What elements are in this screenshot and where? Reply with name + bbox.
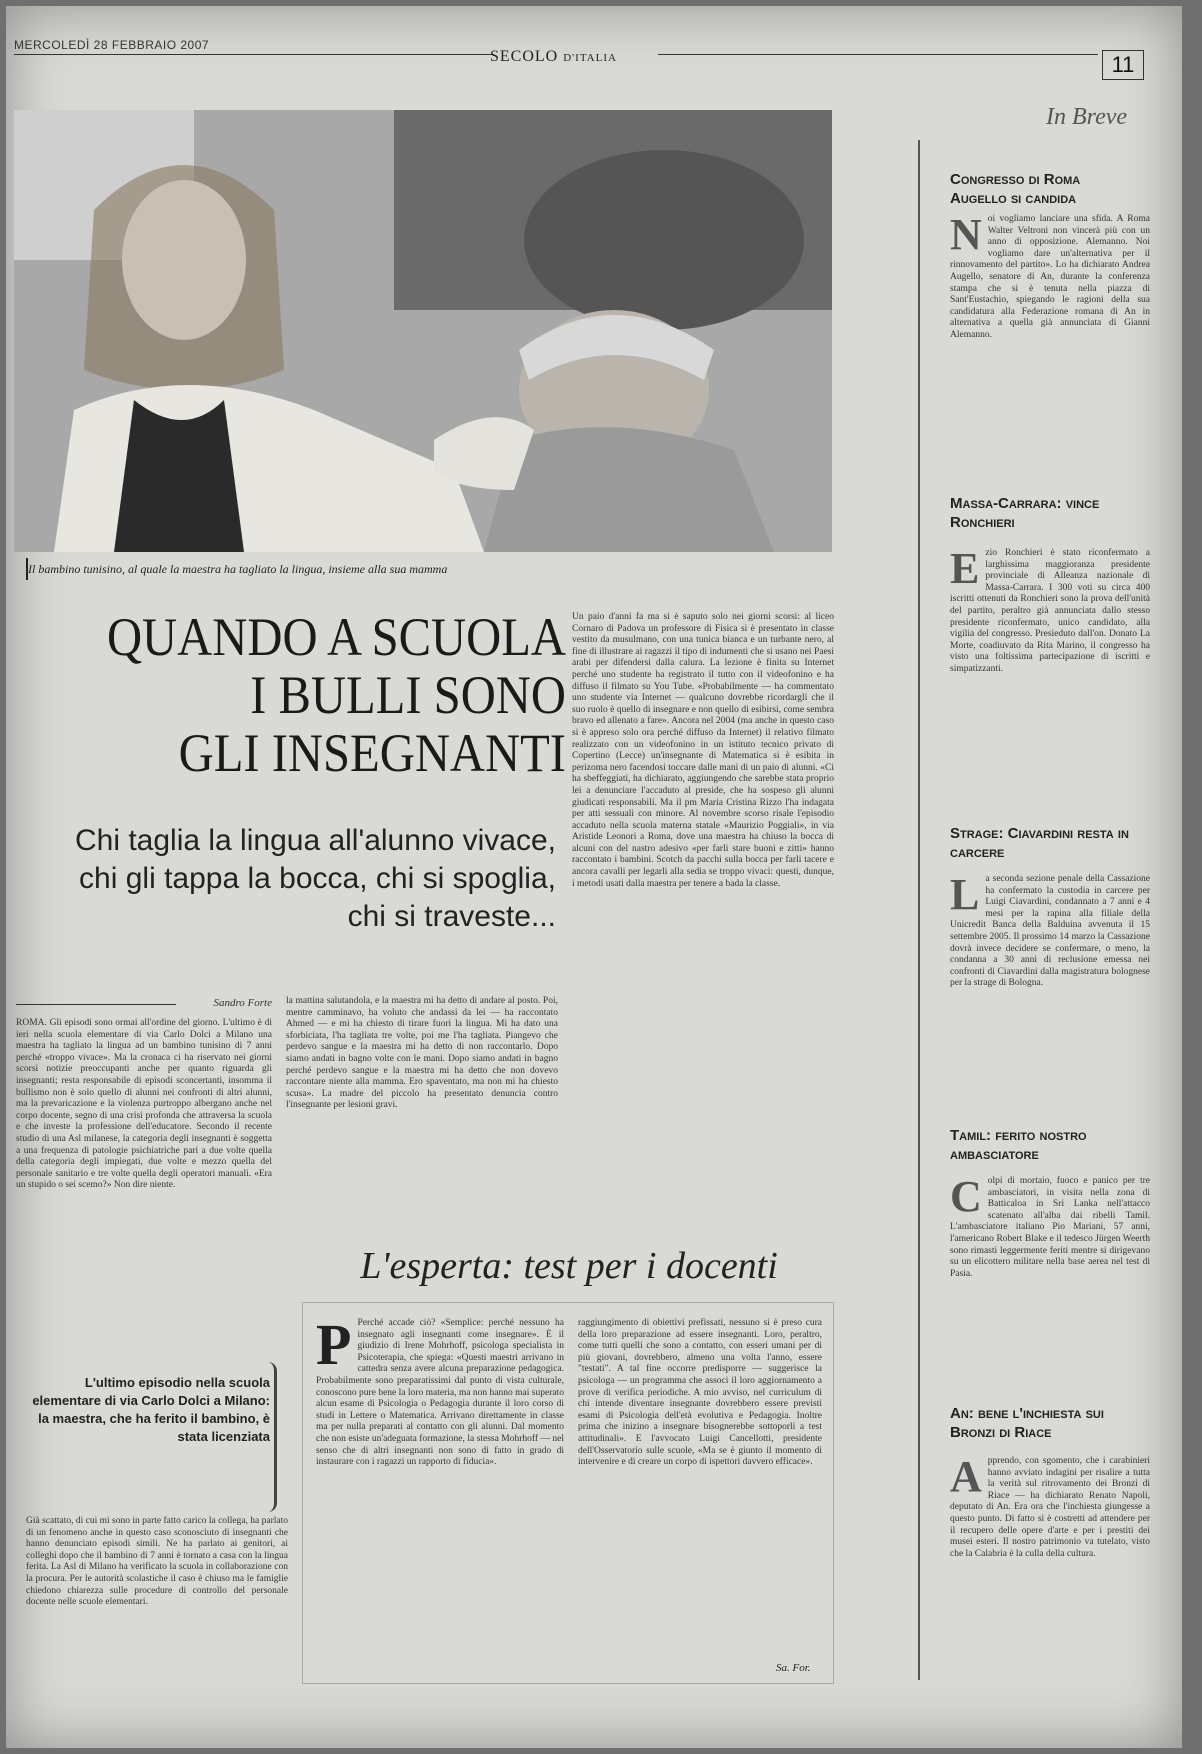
article-subheadline: Chi taglia la lingua all'alunno vivace, chi gli tappa la bocca, chi si spoglia, chi si traveste... xyxy=(74,824,556,933)
brief-dropcap-3: L xyxy=(950,874,980,919)
publication-title: SECOLO xyxy=(490,48,559,65)
in-breve-label: In Breve xyxy=(1046,104,1128,130)
article-continuation: Già scattato, di cui mi sono in parte fatto carico la collega, ha parlato di un fenomeno anche in questo caso sconosciuto di insegnanti che hanno denunciato episodi simili. Ne ha parlato ai genitori, ai colleghi dopo che il bambino di 7 anni è tornato a casa con la lingua ferita. La Asl di Milano ha verificato la scuola in collaborazione con la procura. Per le autorità scolastiche il caso è chiuso ma le famiglie chiedono chiarezza sulle procedure di controllo del personale docente nelle scuole elementari. xyxy=(26,1516,288,1608)
brief-text-5 xyxy=(950,1456,1150,1696)
brief-body-3: a seconda sezione penale della Cassazione ha confermato la custodia in carcere per Luigi Ciavardini, condannato a 7 anni e 4 mesi per la rapina alla filiale della Unicredit Banca della Balduina avvenuta il 15 settembre 2005. Il prossimo 14 marzo la Cassazione dovrà invece decidere se confermare, o meno, la condanna a 30 anni di reclusione emessa nei confronti di Ciavardini dalla magistratura bolognese per la strage di Bologna. xyxy=(950,874,1150,989)
brief-title-2: Massa-Carrara: vince Ronchieri xyxy=(950,495,1100,531)
brief-title-1: Congresso di Roma Augello si candida xyxy=(950,171,1081,207)
sidebar-article-text-1: Perché accade ciò? «Semplice: perché nessuno ha insegnato agli insegnanti come insegnare». È il giudizio di Irene Mohrhoff, psicologa specialista in Psicoterapia, che spiega: «Questi maestri arrivano in cattedra senza avere alcuna preparazione pedagogica. Probabilmente sono preparatissimi dal punto di vista culturale, conoscono pure bene la loro materia, ma non hanno mai superato alcun esame di Psicologia o Pedagogia durante il loro corso di studi in Lettere o Matematica. Arrivano direttamente in classe ma per nulla preparati al contatto con gli alunni. Dal momento che non esiste un'adeguata formazione, la stessa Mohrhoff — nel senso che di altri insegnanti non sono di fatto in grado di instaurare con i ragazzi un rapporto di fiducia». xyxy=(316,1318,564,1468)
newspaper-page xyxy=(6,6,1182,1748)
brief-dropcap-5: A xyxy=(950,1456,982,1501)
article-byline: Sandro Forte xyxy=(213,997,272,1009)
headline-line-2: I BULLI SONO xyxy=(250,665,566,725)
sidebar-article-column-1 xyxy=(316,1318,564,1668)
page-number: 11 xyxy=(1102,50,1144,80)
article-column-1: ROMA. Gli episodi sono ormai all'ordine del giorno. L'ultimo è di ieri nella scuola elementare di via Carlo Dolci a Milano una maestra ha tagliato la lingua ad un bambino tunisino di 7 anni perché «troppo vivace». Ma la cronaca ci ha riservato nei giorni scorsi notizie preoccupanti anche per quanto riguarda gli insegnanti; resta responsabile di episodi sconcertanti, insomma il bullismo non è solo quello di alunni nei confronti di altri alunni, ma la prevaricazione e la violenza purtroppo albergano anche nel corpo docente, segno di una crisi profonda che attraversa la scuola e che investe la professione dell'educatore. Secondo il recente studio di una Asl milanese, la categoria degli insegnanti è soggetta a una frequenza di patologie psichiatriche pari a due volte quella della categoria degli impiegati, due volte e mezzo quella del personale sanitario e tre volte quella degli operatori manuali. «Era un stupido o sei scemo?» Non dire niente. xyxy=(16,1018,272,1191)
brief-title-5: An: bene l'inchiesta sui Bronzi di Riace xyxy=(950,1405,1104,1441)
brief-body-2: zio Ronchieri è stato riconfermato a larghissima maggioranza presidente provinciale di Alleanza nazionale di Massa-Carrara. I 300 voti su circa 400 iscritti ottenuti da Ronchieri sono la prova dell'unità del partito, peraltro già annunciata dallo stesso presidente riconfermato, unico candidato, alla vigilia del congresso. Presieduto dall'on. Donato La Morte, coadiuvato da Rita Marino, il congresso ha visto una foltissima partecipazione di iscritti e simpatizzanti. xyxy=(950,548,1150,674)
brief-body-1: oi vogliamo lanciare una sfida. A Roma Walter Veltroni non vincerà più con un anno di opposizione. Alemanno. Noi vogliamo dare un'alternativa per il rinnovamento del partito». Lo ha dichiarato Andrea Augello, senatore di An, durante la conferenza stampa che si è tenuta nella piazza di Sant'Eustachio, spiegando le ragioni della sua candidatura alla Federazione romana di An in alternativa a quella già annunciata di Gianni Alemanno. xyxy=(950,214,1150,340)
header-rule-right xyxy=(658,54,1098,55)
sidebar-rule xyxy=(918,140,920,1680)
sidebar-article-column-2: raggiungimento di obiettivi prefissati, nessuno si è preso cura della loro preparazione ad essere insegnanti. Loro, peraltro, come tutti quelli che sono a contatto, con esseri umani per di più giovani, dovrebbero, almeno una volta l'anno, essere "testati". A tal fine occorre predisporre — suggerisce la psicologa — un programma che associ il loro aggiornamento a prove di verifica periodiche. A mio avviso, nel curriculum di chi intende diventare insegnante dovrebbero essere previsti esami di Psicologia dell'età evolutiva e Pedagogia. Inoltre prima che inizino a insegnare bisognerebbe sottoporli a test attitudinali». E l'avvocato Luigi Cancellotti, presidente dell'Osservatorio sulle scuole, «Ma se è giunto il momento di intervenire e di creare un corpo di ispettori davvero efficace». xyxy=(578,1318,822,1468)
header-rule-left xyxy=(14,54,494,55)
publication-suffix: D'ITALIA xyxy=(563,52,617,64)
photo-caption: Il bambino tunisino, al quale la maestra ha tagliato la lingua, insieme alla sua mamma xyxy=(28,562,448,576)
dropcap-p: P xyxy=(316,1318,352,1377)
brief-text-4 xyxy=(950,1176,1150,1396)
brief-text-1 xyxy=(950,214,1150,500)
headline-line-3: GLI INSEGNANTI xyxy=(178,723,566,783)
brief-title-4: Tamil: ferito nostro ambasciatore xyxy=(950,1127,1087,1163)
sidebar-article-signature: Sa. For. xyxy=(776,1662,811,1674)
brief-text-3 xyxy=(950,874,1150,1134)
photo-illustration xyxy=(14,110,832,552)
brief-text-2 xyxy=(950,548,1150,798)
brief-dropcap-2: E xyxy=(950,548,980,593)
article-column-2: la mattina salutandola, e la maestra mi ha detto di andare al posto. Poi, mentre camminavo, ha voluto che andassi da lei — ha raccontato Ahmed — e mi ha chiesto di tirare fuori la lingua. Mi ha dato una sforbiciata, l'ha tagliata tre volte, poi me l'ha tagliata. Piangevo che perdevo sangue e la maestra mi ha detto di non raccontarlo. Dopo siamo andati in bagno volte con le mani. Dopo siamo andati in bagno perché perdevo sangue e la maestra mi ha detto che non dovevo raccontare niente alla mamma. Ero spaventato, ma non mi ha chiesto scusa». La madre del piccolo ha presentato denuncia contro l'insegnante per lesioni gravi. xyxy=(286,996,558,1111)
lead-photo xyxy=(14,110,832,552)
brief-dropcap-1: N xyxy=(950,214,982,259)
brief-dropcap-4: C xyxy=(950,1176,982,1221)
pull-quote-rule xyxy=(268,1362,277,1512)
article-headline xyxy=(14,608,566,782)
article-column-3: Un paio d'anni fa ma si è saputo solo nei giorni scorsi: al liceo Cornaro di Padova un professore di Fisica si è presentato in classe vestito da musulmano, con una tunica bianca e un turbante nero, al fine di illustrare ai ragazzi il tipo di indumenti che si usano nei Paesi arabi per difendersi dalla calura. La lezione è finita su Internet perché uno studente ha registrato il tutto con il videofonino e ha diffuso il filmato su You Tube. «Probabilmente — ha commentato uno studente via Internet — qualcuno dovrebbe ricordargli che il suo ruolo è quello di insegnare e non quello di esibirsi, come sembra bravo ed allenato a fare». Ancora nel 2004 (ma anche in questo caso si è appreso solo ora perché diffuso da Internet) il relativo filmato realizzato con un videofonino in un istituto tecnico privato di Copertino (Lecce) un'insegnante di Matematica si è esibita in perizoma nero facendosi toccare dalle mani di un paio di alunni. «Ci ha sbeffeggiati, ha dichiarato, aggiungendo che sarebbe stata proprio lei a denunciare l'accaduto al preside, che ha sospeso gli alunni giudicati responsabili. Ma il pm Maria Cristina Rizzo l'ha indagata per atti sessuali con minore. Al novembre scorso risale l'episodio accaduto nella scuola materna statale «Maurizio Poggiali», in via Aristide Leonori a Roma, dove una maestra ha chiuso la bocca di alcuni con del nastro adesivo «per farli stare buoni e zitti» hanno raccontato i bambini. Scotch da pacchi sulla bocca per farli tacere e ancora cavalli per legarli alla sedia se troppo vivaci: questi, dunque, i metodi usati dalla maestra per tenere a bada la classe. xyxy=(572,612,834,889)
brief-title-3: Strage: Ciavardini resta in carcere xyxy=(950,825,1129,861)
publication-name xyxy=(490,48,617,66)
pull-quote: L'ultimo episodio nella scuola elementare di via Carlo Dolci a Milano: la maestra, che ha ferito il bambino, è stata licenziata xyxy=(32,1375,270,1444)
brief-body-5: pprendo, con sgomento, che i carabinieri hanno avviato indagini per risalire a tutta la verità sul ritrovamento dei Bronzi di Riace — ha dichiarato Renato Napoli, deputato di An. Era ora che l'inchiesta giungesse a questo punto. Di fatto si è costretti ad attendere per il recupero delle opere d'arte e per i prestiti dei musei esteri. Il nostro patrimonio va tutelato, visto che la Calabria è la culla della cultura. xyxy=(950,1456,1150,1559)
brief-body-4: olpi di mortaio, fuoco e panico per tre ambasciatori, in visita nella zona di Batticaloa in Sri Lanka nell'attacco scatenato all'alba dai ribelli Tamil. L'ambasciatore italiano Pio Mariani, 57 anni, l'americano Robert Blake e il tedesco Jürgen Weerth sono rimasti leggermente feriti mentre si dirigevano su un elicottero militare nella base aerea nel test di Pasia. xyxy=(950,1176,1150,1279)
issue-date: MERCOLEDÌ 28 FEBBRAIO 2007 xyxy=(14,38,210,52)
sidebar-article-title: L'esperta: test per i docenti xyxy=(360,1245,778,1287)
headline-line-1: QUANDO A SCUOLA xyxy=(106,607,566,667)
